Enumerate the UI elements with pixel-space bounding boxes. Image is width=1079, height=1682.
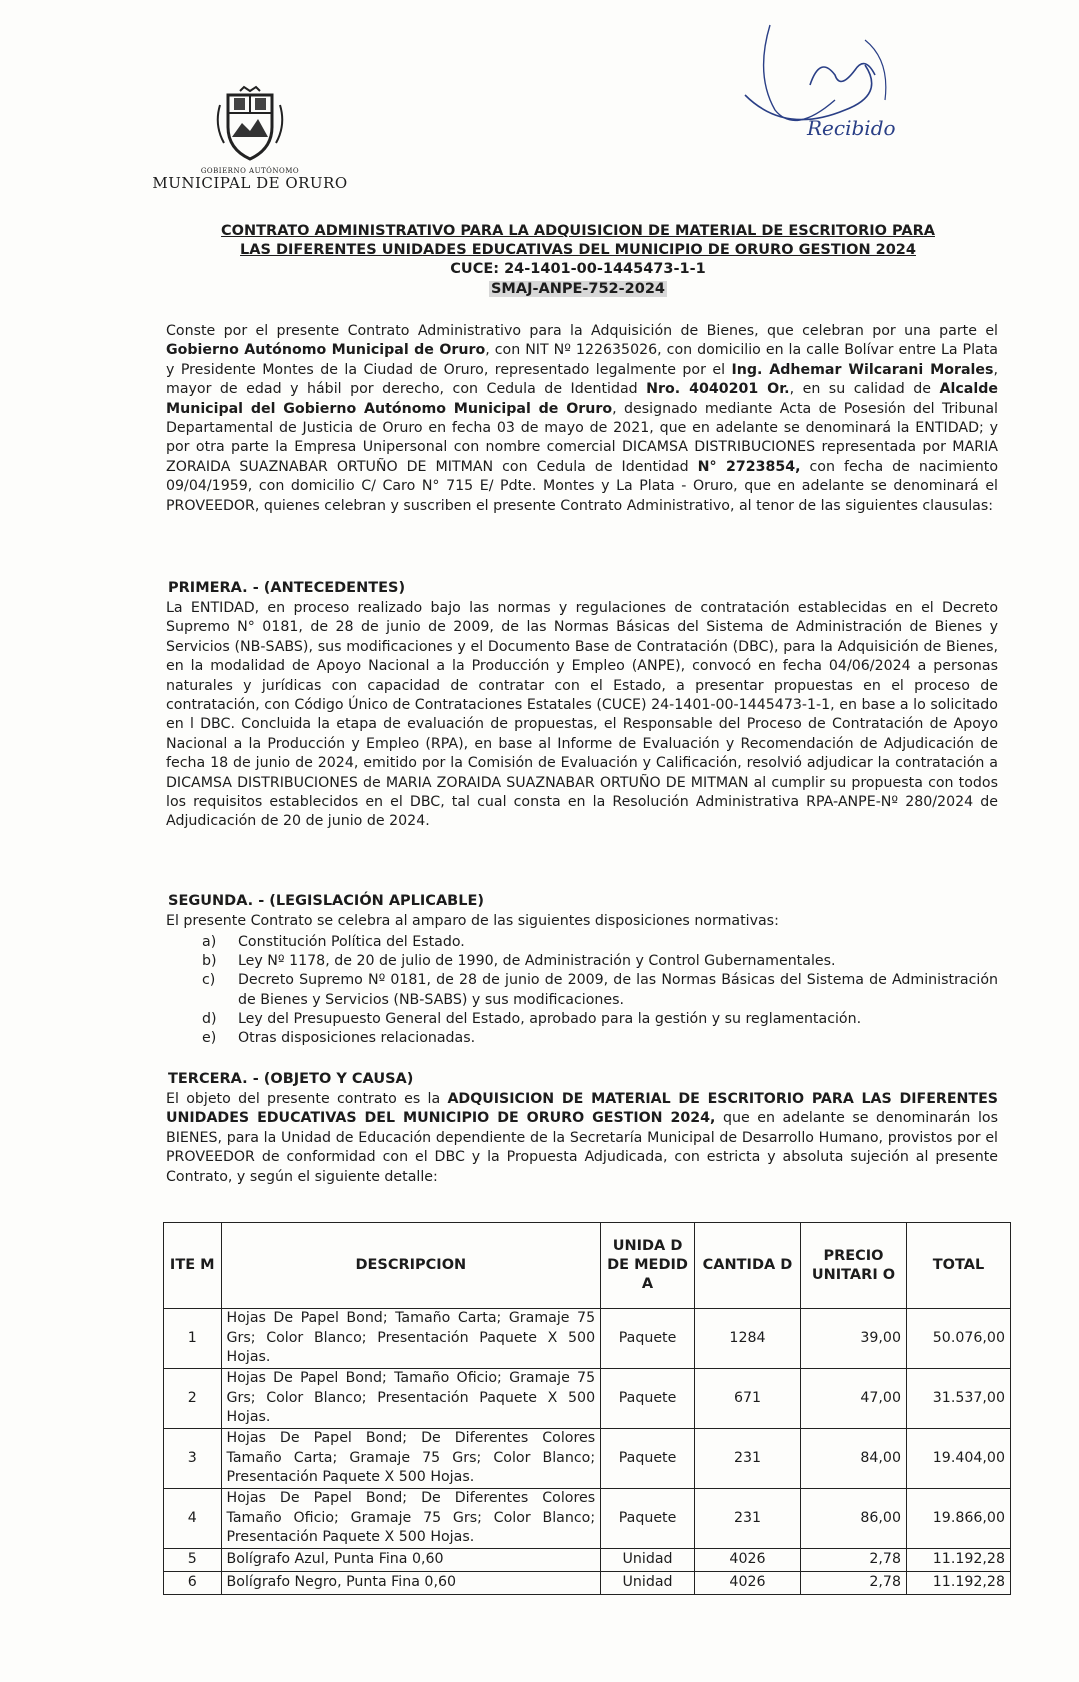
cell-unit: Paquete bbox=[601, 1369, 695, 1429]
cell-unit-price: 47,00 bbox=[800, 1369, 906, 1429]
cell-unit-price: 39,00 bbox=[800, 1309, 906, 1369]
cell-unit: Paquete bbox=[601, 1309, 695, 1369]
title-line-1: CONTRATO ADMINISTRATIVO PARA LA ADQUISICION DE MATERIAL DE ESCRITORIO PARA bbox=[221, 223, 935, 239]
contract-title bbox=[158, 222, 998, 299]
org-name-small: GOBIERNO AUTÓNOMO bbox=[200, 167, 300, 175]
cell-item: 3 bbox=[164, 1429, 222, 1489]
cell-total: 31.537,00 bbox=[906, 1369, 1010, 1429]
cell-item: 1 bbox=[164, 1309, 222, 1369]
table-row bbox=[164, 1549, 1011, 1572]
list-item: b) Ley Nº 1178, de 20 de julio de 1990, de Administración y Control Gubernamentales. bbox=[202, 953, 836, 970]
col-header-unit-price: PRECIO UNITARI O bbox=[800, 1223, 906, 1309]
table-header-row bbox=[164, 1223, 1011, 1309]
table-row bbox=[164, 1489, 1011, 1549]
cell-unit: Unidad bbox=[601, 1572, 695, 1595]
received-text: Recibido bbox=[807, 116, 896, 140]
legislation-list bbox=[168, 933, 998, 1048]
cell-unit-price: 84,00 bbox=[800, 1429, 906, 1489]
cell-quantity: 4026 bbox=[694, 1572, 800, 1595]
clause-tercera-heading: TERCERA. - (OBJETO Y CAUSA) bbox=[168, 1071, 414, 1087]
cell-quantity: 231 bbox=[694, 1489, 800, 1549]
cell-description: Bolígrafo Negro, Punta Fina 0,60 bbox=[221, 1572, 601, 1595]
items-table bbox=[163, 1222, 1011, 1595]
list-item: c) Decreto Supremo Nº 0181, de 28 de junio de 2009, de las Normas Básicas del Sistema de Administración de Bienes y Servicios (NB-SABS) y sus modificaciones. bbox=[202, 972, 998, 1008]
cell-unit-price: 2,78 bbox=[800, 1572, 906, 1595]
table-row bbox=[164, 1429, 1011, 1489]
col-header-item: ITE M bbox=[164, 1223, 222, 1309]
table-row bbox=[164, 1309, 1011, 1369]
coat-of-arms-icon bbox=[210, 85, 290, 165]
cell-quantity: 231 bbox=[694, 1429, 800, 1489]
list-item: a) Constitución Política del Estado. bbox=[202, 934, 465, 950]
municipal-logo bbox=[150, 85, 350, 192]
col-header-unit: UNIDA D DE MEDID A bbox=[601, 1223, 695, 1309]
cell-item: 6 bbox=[164, 1572, 222, 1595]
cell-total: 50.076,00 bbox=[906, 1309, 1010, 1369]
col-header-total: TOTAL bbox=[906, 1223, 1010, 1309]
cell-description: Hojas De Papel Bond; De Diferentes Colores Tamaño Carta; Gramaje 75 Grs; Color Blanco; Presentación Paquete X 500 Hojas. bbox=[221, 1429, 601, 1489]
cell-description: Hojas De Papel Bond; Tamaño Carta; Gramaje 75 Grs; Color Blanco; Presentación Paquete X 500 Hojas. bbox=[221, 1309, 601, 1369]
list-item: d) Ley del Presupuesto General del Estado, aprobado para la gestión y su reglamentación. bbox=[202, 1010, 862, 1027]
cell-total: 11.192,28 bbox=[906, 1549, 1010, 1572]
contract-code: SMAJ-ANPE-752-2024 bbox=[490, 281, 666, 297]
clause-segunda-heading: SEGUNDA. - (LEGISLACIÓN APLICABLE) bbox=[168, 893, 484, 909]
table-row bbox=[164, 1369, 1011, 1429]
cell-total: 19.866,00 bbox=[906, 1489, 1010, 1549]
cell-unit: Paquete bbox=[601, 1489, 695, 1549]
cell-quantity: 671 bbox=[694, 1369, 800, 1429]
cell-unit: Unidad bbox=[601, 1549, 695, 1572]
cell-quantity: 4026 bbox=[694, 1549, 800, 1572]
clause-primera-text: La ENTIDAD, en proceso realizado bajo las normas y regulaciones de contratación establecidas en el Decreto Supremo N° 0181, de 28 de junio de 2009, de las Normas Básicas del Sistema de Administración de Bienes y Servicios (NB-SABS), sus modificaciones y el Documento Base de Contratación (DBC), para la Adquisición de Bienes, en la modalidad de Apoyo Nacional a la Producción y Empleo (ANPE), convocó en fecha 04/06/2024 a personas naturales y jurídicas con capacidad de contratar con el Estado, a presentar propuestas en el proceso de contratación, con Código Único de Contrataciones Estatales (CUCE) 24-1401-00-1445473-1-1, en base a lo solicitado en l DBC. Concluida la etapa de evaluación de propuestas, el Responsable del Proceso de Contratación de Apoyo Nacional a la Producción y Empleo (RPA), en base al Informe de Evaluación y Recomendación de Adjudicación de fecha 18 de junio de 2024, emitido por la Comisión de Evaluación y Calificación, resolvió adjudicar la contratación a DICAMSA DISTRIBUCIONES de MARIA ZORAIDA SUAZNABAR ORTUÑO DE MITMAN al cumplir su propuesta con todos los requisitos establecidos en el DBC, tal cual consta en la Resolución Administrativa RPA-ANPE-Nº 280/2024 de Adjudicación de 20 de junio de 2024. bbox=[166, 600, 998, 830]
cell-unit-price: 2,78 bbox=[800, 1549, 906, 1572]
cell-unit: Paquete bbox=[601, 1429, 695, 1489]
cell-item: 4 bbox=[164, 1489, 222, 1549]
received-signature bbox=[715, 15, 935, 175]
intro-paragraph: Conste por el presente Contrato Administrativo para la Adquisición de Bienes, que celebran por una parte el Gobierno Autónomo Municipal de Oruro, con NIT Nº 122635026, con domicilio en la calle Bolívar entre La Plata y Presidente Montes de la Ciudad de Oruro, representado legalmente por el Ing. Adhemar Wilcarani Morales, mayor de edad y hábil por derecho, con Cedula de Identidad Nro. 4040201 Or., en su calidad de Alcalde Municipal del Gobierno Autónomo Municipal de Oruro, designado mediante Acta de Posesión del Tribunal Departamental de Justicia de Oruro en fecha 03 de mayo de 2021, que en adelante se denominará la ENTIDAD; y por otra parte la Empresa Unipersonal con nombre comercial DICAMSA DISTRIBUCIONES representada por MARIA ZORAIDA SUAZNABAR ORTUÑO DE MITMAN con Cedula de Identidad N° 2723854, con fecha de nacimiento 09/04/1959, con domicilio C/ Caro N° 715 E/ Pdte. Montes y La Plata - Oruro, que en adelante se denominará el PROVEEDOR, quienes celebran y suscriben el presente Contrato Administrativo, al tenor de las siguientes clausulas: bbox=[166, 323, 998, 514]
cell-description: Bolígrafo Azul, Punta Fina 0,60 bbox=[221, 1549, 601, 1572]
table-row bbox=[164, 1572, 1011, 1595]
cell-item: 2 bbox=[164, 1369, 222, 1429]
cell-description: Hojas De Papel Bond; Tamaño Oficio; Gramaje 75 Grs; Color Blanco; Presentación Paquete X 500 Hojas. bbox=[221, 1369, 601, 1429]
cell-quantity: 1284 bbox=[694, 1309, 800, 1369]
clause-primera-heading: PRIMERA. - (ANTECEDENTES) bbox=[168, 580, 406, 596]
col-header-description: DESCRIPCION bbox=[221, 1223, 601, 1309]
title-line-2: LAS DIFERENTES UNIDADES EDUCATIVAS DEL MUNICIPIO DE ORURO GESTION 2024 bbox=[240, 242, 916, 258]
cell-description: Hojas De Papel Bond; De Diferentes Colores Tamaño Oficio; Gramaje 75 Grs; Color Blanco; Presentación Paquete X 500 Hojas. bbox=[221, 1489, 601, 1549]
list-item: e) Otras disposiciones relacionadas. bbox=[202, 1030, 476, 1047]
cell-total: 19.404,00 bbox=[906, 1429, 1010, 1489]
cuce-code: CUCE: 24-1401-00-1445473-1-1 bbox=[450, 261, 706, 277]
col-header-quantity: CANTIDA D bbox=[694, 1223, 800, 1309]
cell-unit-price: 86,00 bbox=[800, 1489, 906, 1549]
clause-segunda-intro: El presente Contrato se celebra al amparo de las siguientes disposiciones normativas: bbox=[166, 913, 779, 929]
org-name-large: MUNICIPAL DE ORURO bbox=[152, 174, 348, 192]
cell-total: 11.192,28 bbox=[906, 1572, 1010, 1595]
cell-item: 5 bbox=[164, 1549, 222, 1572]
clause-tercera-text: El objeto del presente contrato es la ADQUISICION DE MATERIAL DE ESCRITORIO PARA LAS DIFERENTES UNIDADES EDUCATIVAS DEL MUNICIPIO DE ORURO GESTION 2024, que en adelante se denominarán los BIENES, para la Unidad de Educación dependiente de la Secretaría Municipal de Desarrollo Humano, provistos por el PROVEEDOR de conformidad con el DBC y la Propuesta Adjudicada, con estricta y absoluta sujeción al presente Contrato, y según el siguiente detalle: bbox=[166, 1091, 998, 1185]
